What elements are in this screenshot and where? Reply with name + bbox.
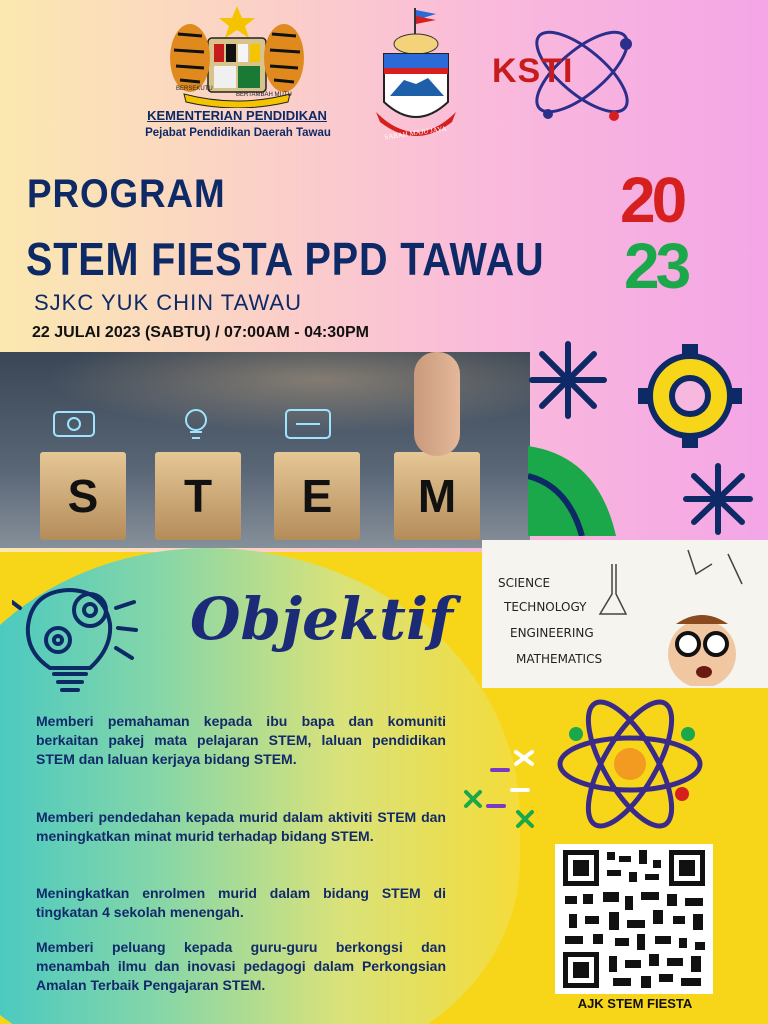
- stem-block-e: E: [274, 452, 360, 540]
- program-label: PROGRAM: [27, 172, 226, 216]
- objective-item-2: Memberi pendedahan kepada murid dalam aktiviti STEM dan meningkatkan minat murid terhadap bidang STEM.: [36, 809, 446, 844]
- event-title: STEM FIESTA PPD TAWAU: [26, 233, 545, 285]
- tech-glow-icons: [40, 402, 460, 452]
- district-office: Pejabat Pendidikan Daerah Tawau: [145, 127, 331, 139]
- stem-block-s: S: [40, 452, 126, 540]
- atom-icon: [452, 692, 712, 842]
- stem-block-t: T: [155, 452, 241, 540]
- objective-item-1: Memberi pemahaman kepada ibu bapa dan komuniti berkaitan pakej mata pelajaran STEM, laluan pendidikan STEM dan laluan kerjaya bidang STEM.: [36, 713, 446, 767]
- stem-card-engineering: ENGINEERING: [510, 626, 594, 640]
- stem-card-science: SCIENCE: [498, 576, 551, 590]
- lightbulb-gear-icon: [12, 568, 142, 696]
- stem-illustration-card: [482, 540, 768, 688]
- kid-with-goggles-icon: [592, 544, 762, 686]
- qr-caption: AJK STEM FIESTA: [577, 996, 693, 1011]
- year-graphic: [620, 164, 720, 318]
- objective-item-3: Meningkatkan enrolmen murid dalam bidang STEM di tingkatan 4 sekolah menengah.: [36, 885, 446, 920]
- year-top: 20: [620, 164, 684, 236]
- finger: [414, 352, 460, 456]
- gear-symbols-icon: [528, 336, 768, 536]
- crest-motto-left: BERSEKUTU: [176, 86, 213, 92]
- year-bottom: 23: [624, 230, 688, 302]
- stem-block-m: M: [394, 452, 480, 540]
- stem-card-technology: TECHNOLOGY: [504, 600, 587, 614]
- venue-school: SJKC YUK CHIN TAWAU: [34, 290, 302, 315]
- objective-item-4: Memberi peluang kepada guru-guru berkongsi dan menambah ilmu dan inovasi pedagogi dalam Perkongsian Amalan Terbaik Pengajaran STEM.: [36, 939, 446, 993]
- stem-card-mathematics: MATHEMATICS: [516, 652, 603, 666]
- qr-code[interactable]: [555, 844, 713, 994]
- objectives-heading: Objektif: [190, 585, 453, 653]
- crest-motto-right: BERTAMBAH MUTU: [236, 92, 292, 98]
- ksti-logo-text: KSTI: [492, 52, 574, 90]
- sabah-motto: SABAH MAJU JAYA: [383, 124, 448, 142]
- ministry-name: KEMENTERIAN PENDIDIKAN: [147, 108, 327, 123]
- stem-blocks-photo: [0, 352, 530, 548]
- event-date-time: 22 JULAI 2023 (SABTU) / 07:00AM - 04:30PM: [32, 324, 369, 341]
